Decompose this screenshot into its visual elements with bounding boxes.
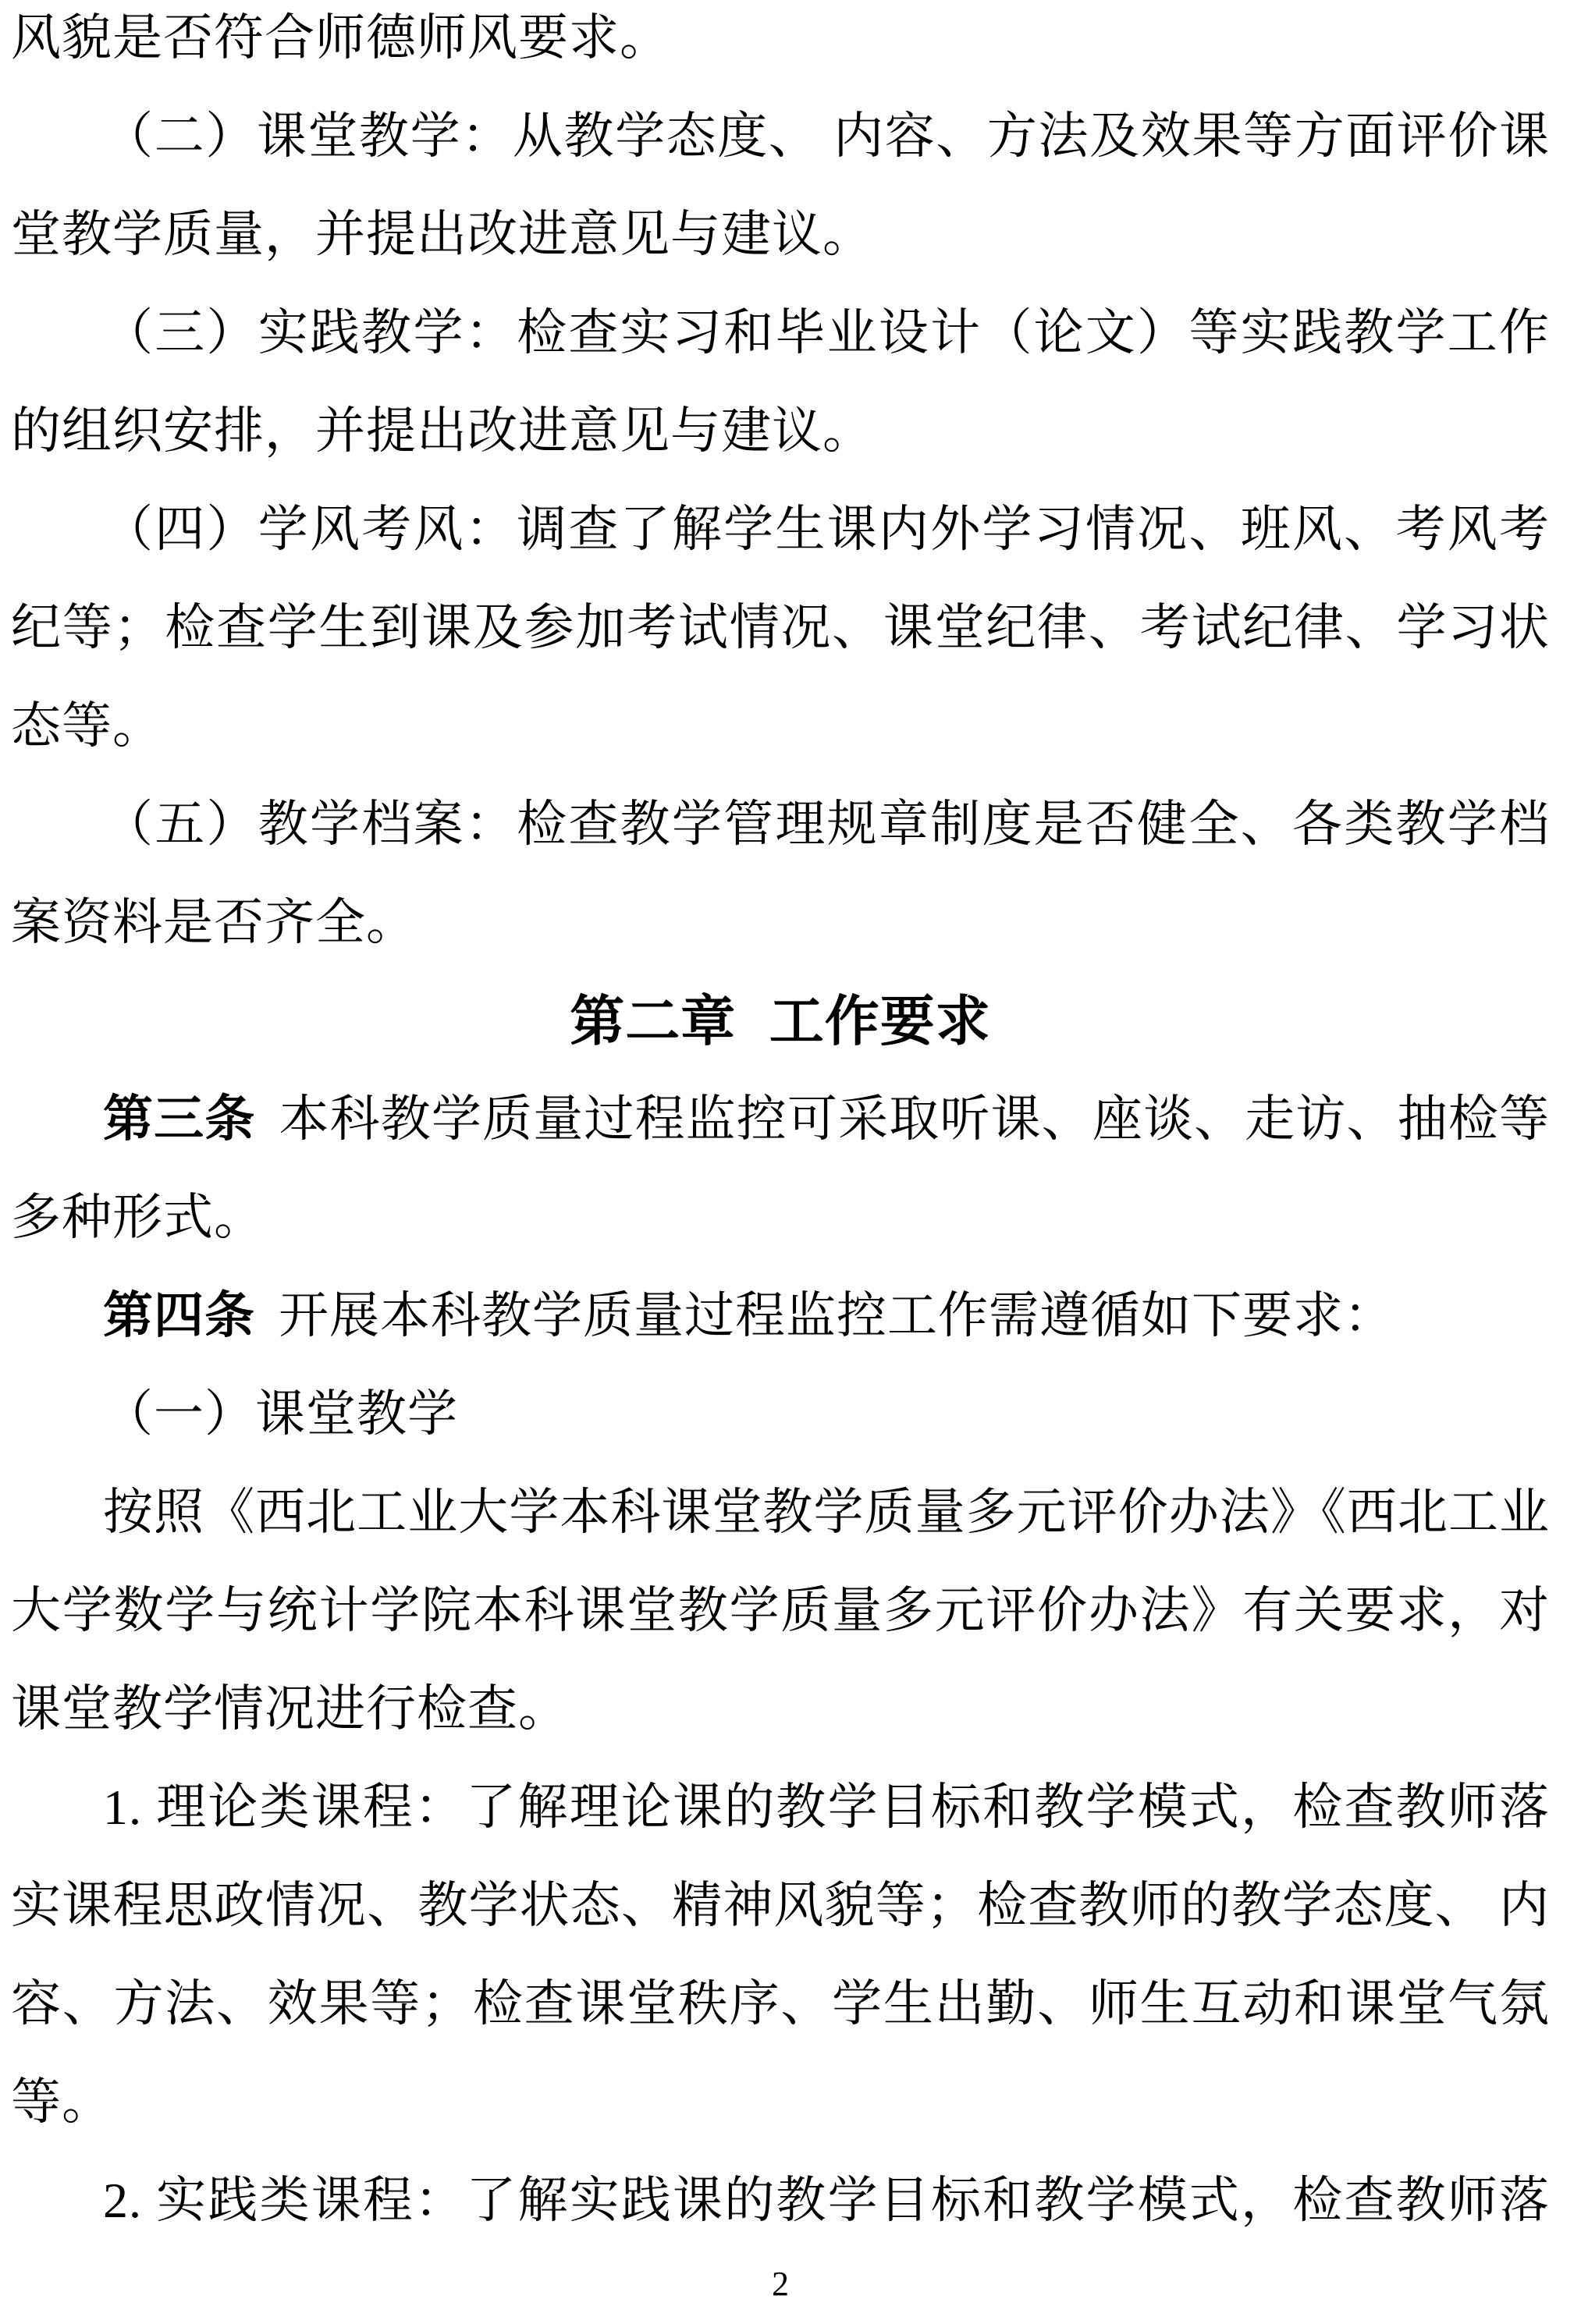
- text-line: （五）教学档案：检查教学管理规章制度是否健全、各类教学档: [103, 797, 1550, 852]
- article-number-label: 第三条: [103, 1091, 256, 1147]
- text-line: 1. 理论类课程：了解理论课的教学目标和教学模式，检查教师落: [103, 1779, 1550, 1835]
- text-line: 纪等；检查学生到课及参加考试情况、课堂纪律、考试纪律、学习状: [11, 600, 1550, 655]
- text-line: 按照《西北工业大学本科课堂教学质量多元评价办法》《西北工业: [103, 1485, 1550, 1540]
- text-line: 容、方法、效果等；检查课堂秩序、学生出勤、师生互动和课堂气氛: [11, 1976, 1550, 2031]
- text-line: 大学数学与统计学院本科课堂教学质量多元评价办法》有关要求，对: [11, 1583, 1550, 1638]
- text-line: 态等。: [11, 698, 163, 754]
- text-line: 第三条 本科教学质量过程监控可采取听课、座谈、走访、抽检等: [103, 1091, 1551, 1147]
- text-line: 的组织安排，并提出改进意见与建议。: [11, 403, 873, 459]
- text-line: 案资料是否齐全。: [11, 895, 417, 950]
- text-line: 课堂教学情况进行检查。: [11, 1681, 569, 1737]
- text-line: 风貌是否符合师德师风要求。: [11, 10, 670, 66]
- text-line: 等。: [11, 2074, 112, 2130]
- text-line: 堂教学质量，并提出改进意见与建议。: [11, 207, 873, 262]
- chapter-heading: 第二章 工作要求: [570, 991, 991, 1052]
- text-line: （二）课堂教学：从教学态度、 内容、方法及效果等方面评价课: [103, 108, 1550, 164]
- text-line: （一）课堂教学: [103, 1386, 458, 1442]
- text-line: （三）实践教学：检查实习和毕业设计（论文）等实践教学工作: [103, 305, 1550, 360]
- text-line: 第四条 开展本科教学质量过程监控工作需遵循如下要求：: [103, 1288, 1394, 1343]
- article-number-label: 第四条: [103, 1288, 255, 1343]
- text-line: （四）学风考风：调查了解学生课内外学习情况、班风、考风考: [103, 502, 1550, 557]
- text-line: 2. 实践类课程：了解实践课的教学目标和教学模式，检查教师落: [103, 2173, 1550, 2228]
- text-line: 实课程思政情况、教学状态、精神风貌等；检查教师的教学态度、 内: [11, 1878, 1550, 1933]
- text-line: 多种形式。: [11, 1190, 265, 1245]
- page-number: 2: [772, 2265, 789, 2303]
- document-body: [11, 0, 1550, 2250]
